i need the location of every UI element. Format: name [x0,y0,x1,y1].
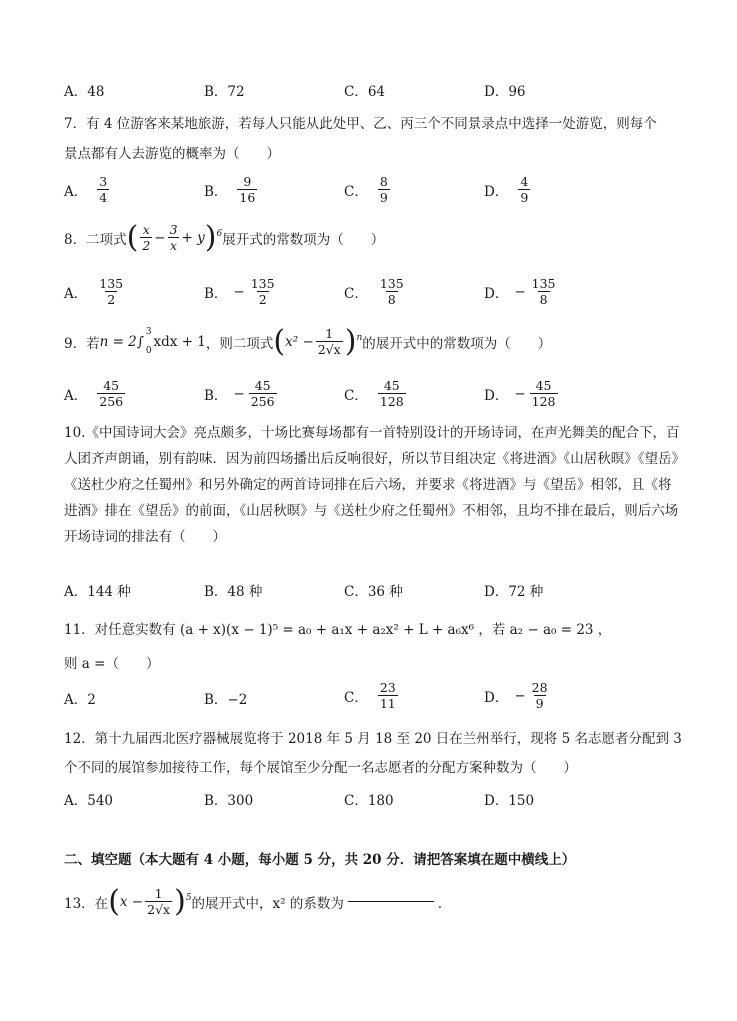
den: 9 [535,696,544,711]
q10-option-d: D．72 种 [484,584,544,600]
q10-text: 10.《中国诗词大会》亮点颇多，十场比赛每场都有一首特别设计的开场诗词，在声光舞美的配合下，百人团齐声朗诵，别有韵味．因为前四场播出后反响很好，所以节目组决定《将进酒》《山居秋暝》《望岳》《送杜少府之任蜀州》和另外确定的两首诗词排在后六场，并要求《将进酒》与《望岳》相邻，且《将进酒》排在《望岳》的前面，《山居秋暝》与《送杜少府之任蜀州》不相邻，且均不排在最后，则后六场开场诗词的排法有（ ） [64,425,680,545]
q8-frac-3 [168,222,180,253]
option-sign: − [233,283,245,300]
q9-power: n [356,332,363,343]
q8-power: 6 [216,228,223,239]
den: 11 [379,696,396,711]
den: 2 [142,238,151,253]
option-fraction [249,378,277,409]
q7-option-a [64,174,111,205]
option-label: D． [484,183,509,200]
den: 256 [250,394,275,409]
den: 2 [107,292,116,307]
q7-option-d [484,174,532,205]
num: 45 [103,378,120,393]
num: 45 [535,378,552,393]
q9-stem [64,323,552,359]
option-fraction [530,276,558,307]
q9-option-a [64,378,127,409]
option-fraction [97,276,125,307]
paren-open: ( [108,883,120,919]
den: 16 [239,190,256,205]
paren-open: ( [273,323,286,359]
q11-option-a: A．2 [64,692,96,708]
q9-middle: ，则二项式 [205,335,274,352]
option-fraction [97,378,125,409]
option-sign: − [514,687,526,704]
num: 9 [243,174,252,189]
q8-frac-x [140,222,152,253]
q11-option-b: B．−2 [204,692,248,708]
q7-option-c [344,174,392,205]
den: x [170,238,178,253]
q8-option-d [484,276,560,307]
q8-option-a [64,276,127,307]
den: 9 [520,190,529,205]
num: 4 [520,174,529,189]
lower: 0 [145,345,152,356]
q9-option-c [344,378,408,409]
paren-close: ) [204,219,217,255]
q10-option-a: A．144 种 [64,584,131,600]
option-label: B． [204,387,228,404]
q13-middle: 的展开式中，x² 的系数为 [191,895,344,912]
option-sign: − [514,283,526,300]
q13-power: 5 [185,892,192,903]
option-label: A． [64,183,88,200]
paren-close: ) [344,323,357,359]
q10-option-b: B．48 种 [204,584,263,600]
q13-frac [145,886,172,917]
option-fraction [378,378,406,409]
option-fraction [518,174,530,205]
num: 28 [531,680,548,695]
upper: 3 [145,326,152,337]
option-fraction [249,276,277,307]
option-label: D． [484,689,509,706]
q12-line-1: 12．第十九届西北医疗器械展览将于 2018 年 5 月 18 至 20 日在兰州举行，现将 5 名志愿者分配到 3 [64,731,682,747]
num: 45 [254,378,271,393]
q8-stem [64,219,385,255]
q9-integrand: xdx + 1 [153,333,206,350]
q8-option-b [204,276,279,307]
num: 45 [383,378,400,393]
option-label: D． [484,285,509,302]
den: 9 [379,190,388,205]
option-label: C． [344,183,368,200]
q10-option-c: C．36 种 [344,584,403,600]
den: 128 [531,394,556,409]
den: 8 [387,292,396,307]
q9-prefix: 9．若 [64,335,100,352]
num: 23 [379,680,396,695]
num: 8 [379,174,388,189]
q7-line-2: 景点都有人去游览的概率为（ ） [64,146,280,162]
q9-int-limits [146,327,152,357]
option-label: C． [344,689,368,706]
option-fraction [237,174,257,205]
num: x [142,222,150,237]
num: 3 [169,222,178,237]
den: 2 [258,292,267,307]
num: 135 [531,276,556,291]
q13-stem [64,883,452,919]
q6-option-b: B．72 [204,84,245,100]
q6-option-c: C．64 [344,84,386,100]
q11-option-c [344,680,400,711]
den: 2√x [317,342,341,357]
option-label: C． [344,387,368,404]
q9-option-d [484,378,560,409]
q7-option-b [204,174,259,205]
option-fraction [530,680,550,711]
option-fraction [378,680,398,711]
q12-option-d: D．150 [484,793,535,809]
paren-open: ( [126,219,139,255]
q12-option-b: B．300 [204,793,254,809]
den: 128 [379,394,404,409]
q8-prefix: 8．二项式 [64,231,127,248]
option-fraction [530,378,558,409]
num: 135 [379,276,404,291]
option-sign: − [514,385,526,402]
q6-option-d: D．96 [484,84,526,100]
num: 1 [325,326,334,341]
option-label: A． [64,387,88,404]
option-fraction [97,174,109,205]
q9-frac [316,326,343,357]
option-label: D． [484,387,509,404]
option-label: C． [344,285,368,302]
q12-option-c: C．180 [344,793,394,809]
num: 135 [250,276,275,291]
q9-x2: x² − [285,333,314,350]
option-label: A． [64,285,88,302]
den: 8 [539,292,548,307]
num: 1 [154,886,163,901]
option-label: B． [204,285,228,302]
q8-option-c [344,276,408,307]
q13-x-minus: x − [119,893,144,910]
option-fraction [378,174,390,205]
q11-option-d [484,680,552,711]
num: 3 [99,174,108,189]
den: 256 [99,394,124,409]
den: 2√x [147,902,171,917]
q6-option-a: A．48 [64,84,105,100]
plus-y: + y [181,229,205,246]
q11-line-2: 则 a =（ ） [64,656,160,672]
den: 4 [99,190,108,205]
option-fraction [378,276,406,307]
q8-suffix: 展开式的常数项为（ ） [222,231,385,248]
paren-close: ) [174,883,186,919]
q12-line-2: 个不同的展馆参加接待工作，每个展馆至少分配一名志愿者的分配方案种数为（ ） [64,760,577,776]
section-2-title: 二、填空题（本大题有 4 小题，每小题 5 分，共 20 分．请把答案填在题中横线上） [64,852,576,868]
num: 135 [99,276,124,291]
q13-answer-blank[interactable] [348,901,434,902]
option-sign: − [233,385,245,402]
q13-prefix: 13．在 [64,895,109,912]
q9-n-expr: n = 2∫ [99,333,144,350]
minus: − [154,229,166,246]
q12-option-a: A．540 [64,793,114,809]
q7-line-1: 7．有 4 位游客来某地旅游，若每人只能从此处甲、乙、丙三个不同景录点中选择一处游览，则每个 [64,116,657,132]
option-label: B． [204,183,228,200]
q13-end: ． [437,895,452,912]
q11-line-1: 11．对任意实数有 (a + x)(x − 1)⁵ = a₀ + a₁x + a₂x² + L + a₆x⁶ ，若 a₂ − a₀ = 23 ， [64,622,612,638]
q9-suffix: 的展开式中的常数项为（ ） [362,335,552,352]
q9-option-b [204,378,279,409]
